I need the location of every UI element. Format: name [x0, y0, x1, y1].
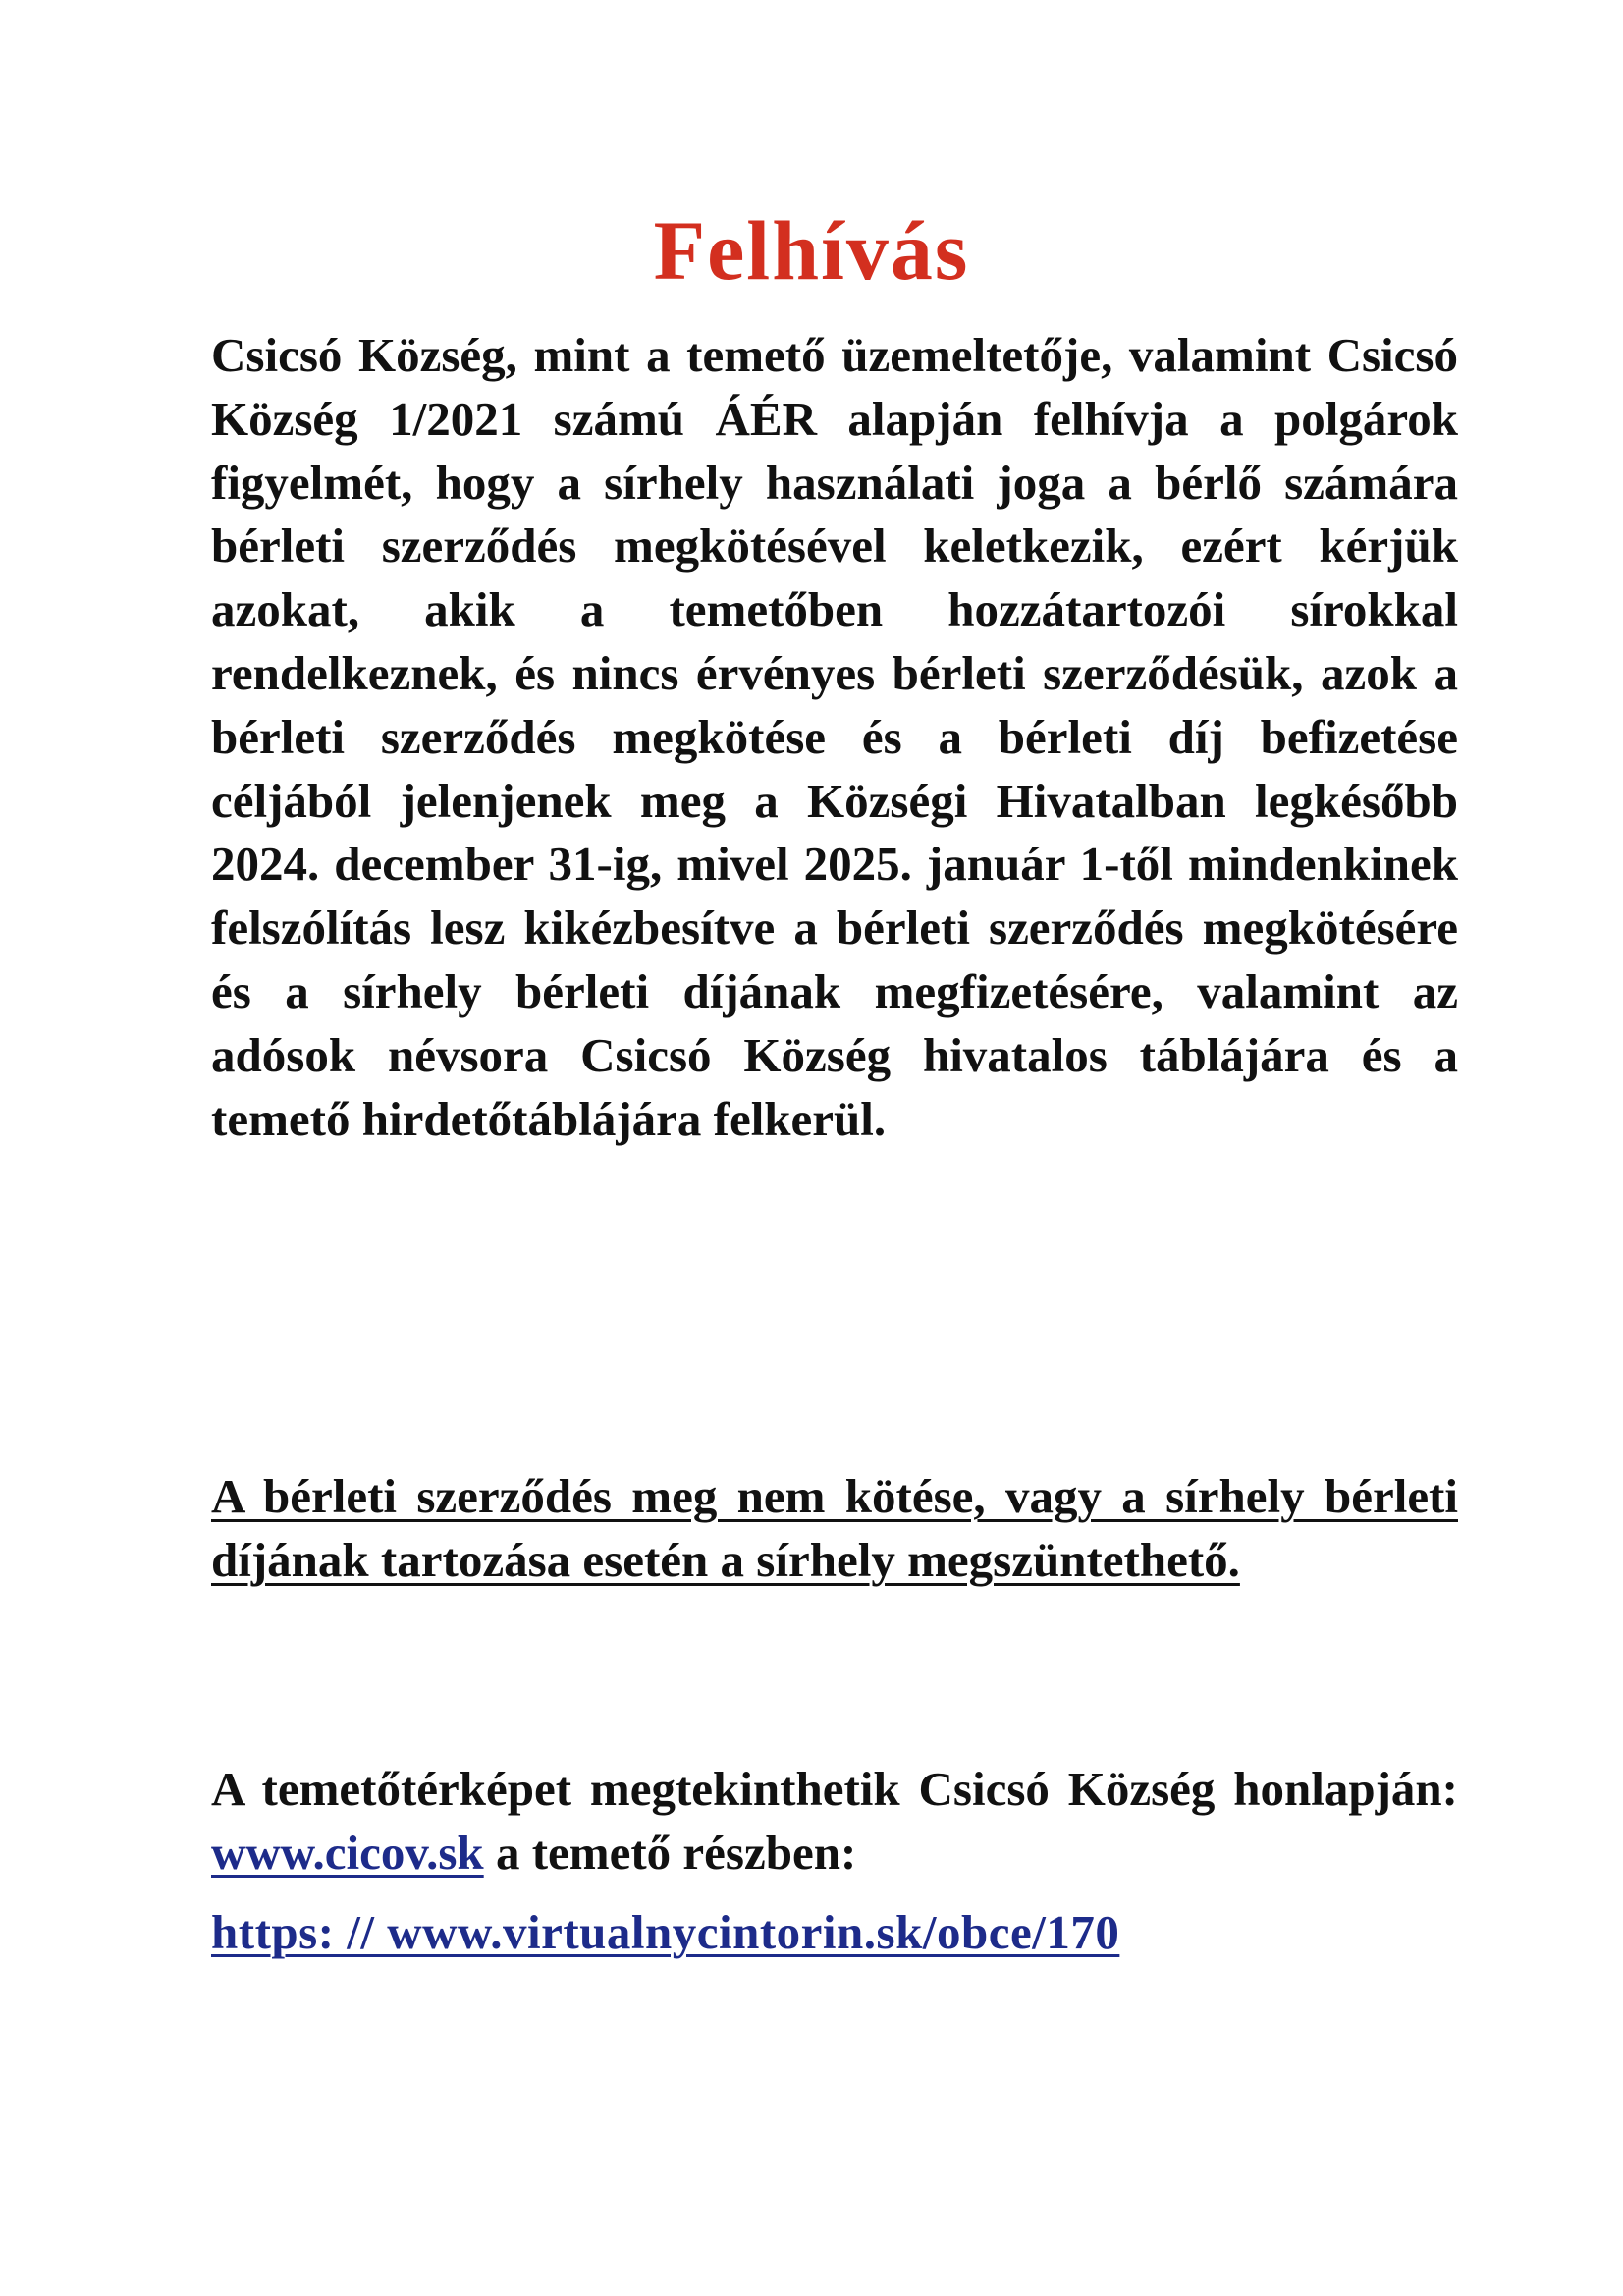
map-paragraph-end: a temető részben: — [495, 1825, 857, 1880]
warning-paragraph: A bérleti szerződés meg nem kötése, vagy a sírhely bérleti díjának tartozása esetén a sírhely megszüntethető. — [211, 1469, 1458, 1587]
cemetery-url-line — [211, 1900, 1458, 1965]
main-paragraph: Csicsó Község, mint a temető üzemeltetője, valamint Csicsó Község 1/2021 számú ÁÉR alapján felhívja a polgárok figyelmét, hogy a sírhely használati joga a bérlő számára bérleti szerződés megkötésével keletkezik, ezért kérjük azokat, akik a temetőben hozzátartozói sírokkal rendelkeznek, és nincs érvényes bérleti szerződésük, azok a bérleti szerződés megkötése és a bérleti díj befizetése céljából jelenjenek meg a Községi Hivatalban legkésőbb 2024. december 31-ig, mivel 2025. január 1-től mindenkinek felszólítás lesz kikézbesítve a bérleti szerződés megkötésére és a sírhely bérleti díjának megfizetésére, valamint az adósok névsora Csicsó Község hivatalos táblájára és a temető hirdetőtáblájára felkerül. — [211, 328, 1458, 1146]
website-link[interactable]: www.cicov.sk — [211, 1825, 484, 1880]
map-paragraph — [211, 1758, 1458, 1885]
page-title: Felhívás — [653, 203, 970, 298]
map-paragraph-start: A temetőtérképet megtekinthetik Csicsó Község honlapján: — [211, 1762, 1458, 1816]
cemetery-map-link[interactable]: https: // www.virtualnycintorin.sk/obce/170 — [211, 1905, 1120, 1959]
